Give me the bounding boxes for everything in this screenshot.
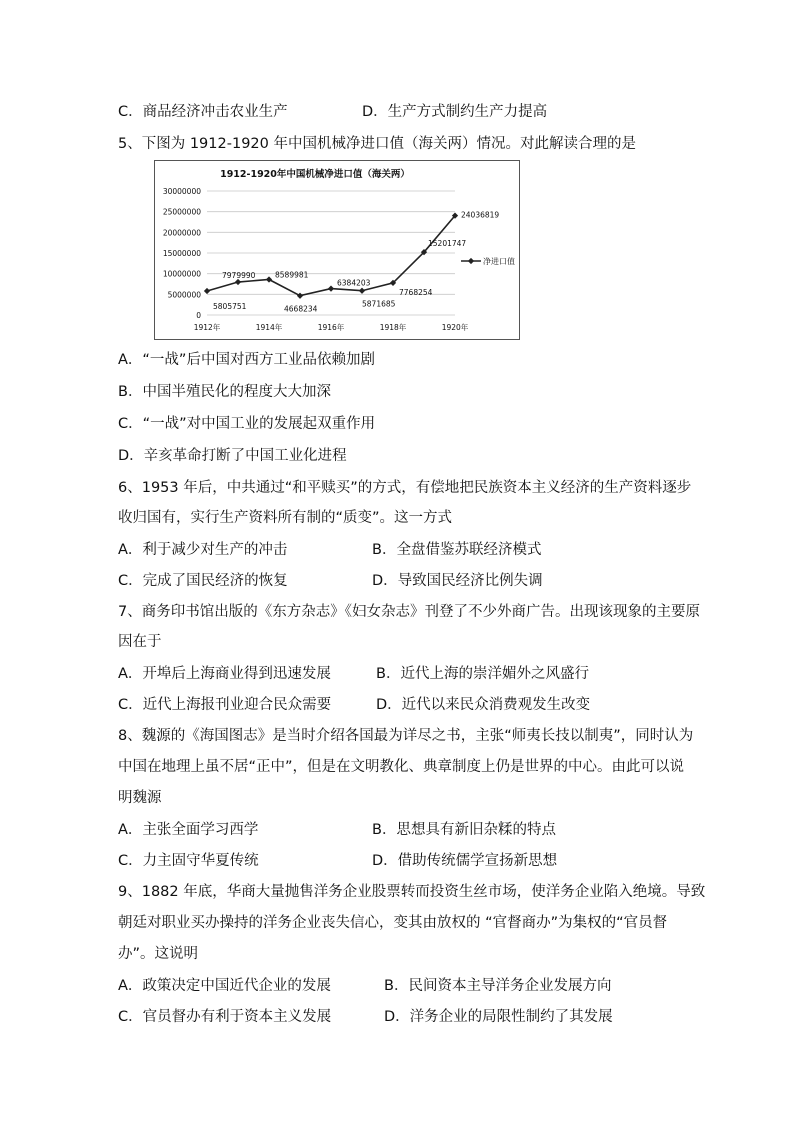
q9-stem-line1: 9、1882 年底，华商大量抛售洋务企业股票转而投资生丝市场，使洋务企业陷入绝境。导致: [118, 884, 706, 900]
q5-chart: [154, 160, 520, 340]
y-tick-label: 20000000: [162, 228, 201, 238]
q8-option-a: A．主张全面学习西学: [118, 822, 259, 838]
data-point: [266, 276, 272, 282]
data-point: [328, 286, 334, 292]
q9-option-a: A．政策决定中国近代企业的发展: [118, 978, 331, 994]
y-tick-label: 25000000: [162, 207, 201, 217]
q7-option-c: C．近代上海报刊业迎合民众需要: [118, 697, 332, 713]
y-tick-label: 5000000: [167, 290, 201, 300]
data-point: [359, 288, 365, 294]
q7-stem-line2: 因在于: [118, 634, 162, 650]
x-tick-label: 1920年: [441, 323, 469, 332]
data-label: 6384203: [337, 278, 371, 288]
q6-stem-line1: 6、1953 年后，中共通过“和平赎买”的方式，有偿地把民族资本主义经济的生产资料逐步: [118, 480, 692, 496]
q8-stem-line3: 明魏源: [118, 790, 162, 806]
y-tick-label: 10000000: [162, 269, 201, 279]
y-tick-label: 30000000: [162, 187, 201, 196]
q8-option-b: B．思想具有新旧杂糅的特点: [372, 822, 556, 838]
series-line: [207, 216, 455, 296]
q5-stem: 5、下图为 1912-1920 年中国机械净进口值（海关两）情况。对此解读合理的是: [118, 136, 636, 152]
data-label: 5871685: [362, 299, 396, 309]
q6-option-c: C．完成了国民经济的恢复: [118, 573, 288, 589]
x-tick-label: 1918年: [379, 323, 407, 332]
q7-stem-line1: 7、商务印书馆出版的《东方杂志》《妇女杂志》刊登了不少外商广告。出现该现象的主要原: [118, 604, 700, 620]
line-chart-svg: [155, 161, 519, 339]
chart-title: 1912-1920年中国机械净进口值（海关两）: [220, 169, 410, 180]
data-point: [204, 288, 210, 294]
chart-y-tick-labels: [163, 187, 201, 320]
legend-marker: [468, 258, 474, 264]
y-tick-label: 15000000: [162, 249, 201, 258]
q9-stem-line2: 朝廷对职业买办操持的洋务企业丧失信心，变其由放权的 “官督商办”为集权的“官员督: [118, 915, 668, 931]
q9-stem-line3: 办”。这说明: [118, 946, 199, 962]
chart-x-tick-labels: [194, 322, 469, 332]
q8-stem-line1: 8、魏源的《海国图志》是当时介绍各国最为详尽之书，主张“师夷长技以制夷”，同时认为: [118, 728, 694, 744]
x-tick-label: 1914年: [255, 323, 283, 332]
q9-option-c: C．官员督办有利于资本主义发展: [118, 1009, 332, 1025]
legend-label: 净进口值: [483, 257, 515, 266]
data-label: 5805751: [213, 302, 247, 312]
q8-stem-line2: 中国在地理上虽不居“正中”，但是在文明教化、典章制度上仍是世界的中心。由此可以说: [118, 759, 685, 775]
data-label: 7979990: [222, 271, 256, 281]
data-label: 8589981: [275, 270, 309, 280]
q6-option-a: A．利于减少对生产的冲击: [118, 542, 288, 558]
q4-option-c: C．商品经济冲击农业生产: [118, 104, 288, 120]
chart-series: [204, 213, 458, 299]
data-label: 7768254: [399, 287, 433, 297]
q7-option-a: A．开埠后上海商业得到迅速发展: [118, 666, 331, 682]
q8-option-c: C．力主固守华夏传统: [118, 853, 259, 869]
q9-option-d: D．洋务企业的局限性制约了其发展: [384, 1009, 613, 1025]
data-label: 4668234: [284, 304, 318, 314]
data-label: 24036819: [461, 210, 500, 220]
q5-option-a: A．“一战”后中国对西方工业品依赖加剧: [118, 352, 375, 368]
q5-option-d: D．辛亥革命打断了中国工业化进程: [118, 448, 347, 464]
q9-option-b: B．民间资本主导洋务企业发展方向: [384, 978, 612, 994]
data-label: 15201747: [428, 239, 467, 249]
chart-data-labels: [213, 211, 499, 314]
x-tick-label: 1912年: [193, 323, 221, 332]
data-point: [297, 293, 303, 299]
chart-legend: [461, 256, 515, 266]
q6-stem-line2: 收归国有，实行生产资料所有制的“质变”。这一方式: [118, 510, 453, 526]
q7-option-b: B．近代上海的崇洋媚外之风盛行: [376, 666, 589, 682]
y-tick-label: 0: [196, 311, 201, 320]
q5-option-b: B．中国半殖民化的程度大大加深: [118, 384, 331, 400]
q7-option-d: D．近代以来民众消费观发生改变: [376, 697, 591, 713]
q5-option-c: C．“一战”对中国工业的发展起双重作用: [118, 416, 376, 432]
q8-option-d: D．借助传统儒学宣扬新思想: [372, 853, 558, 869]
q4-option-d: D．生产方式制约生产力提高: [362, 104, 548, 120]
q6-option-b: B．全盘借鉴苏联经济模式: [372, 542, 542, 558]
q6-option-d: D．导致国民经济比例失调: [372, 573, 543, 589]
x-tick-label: 1916年: [317, 323, 345, 332]
